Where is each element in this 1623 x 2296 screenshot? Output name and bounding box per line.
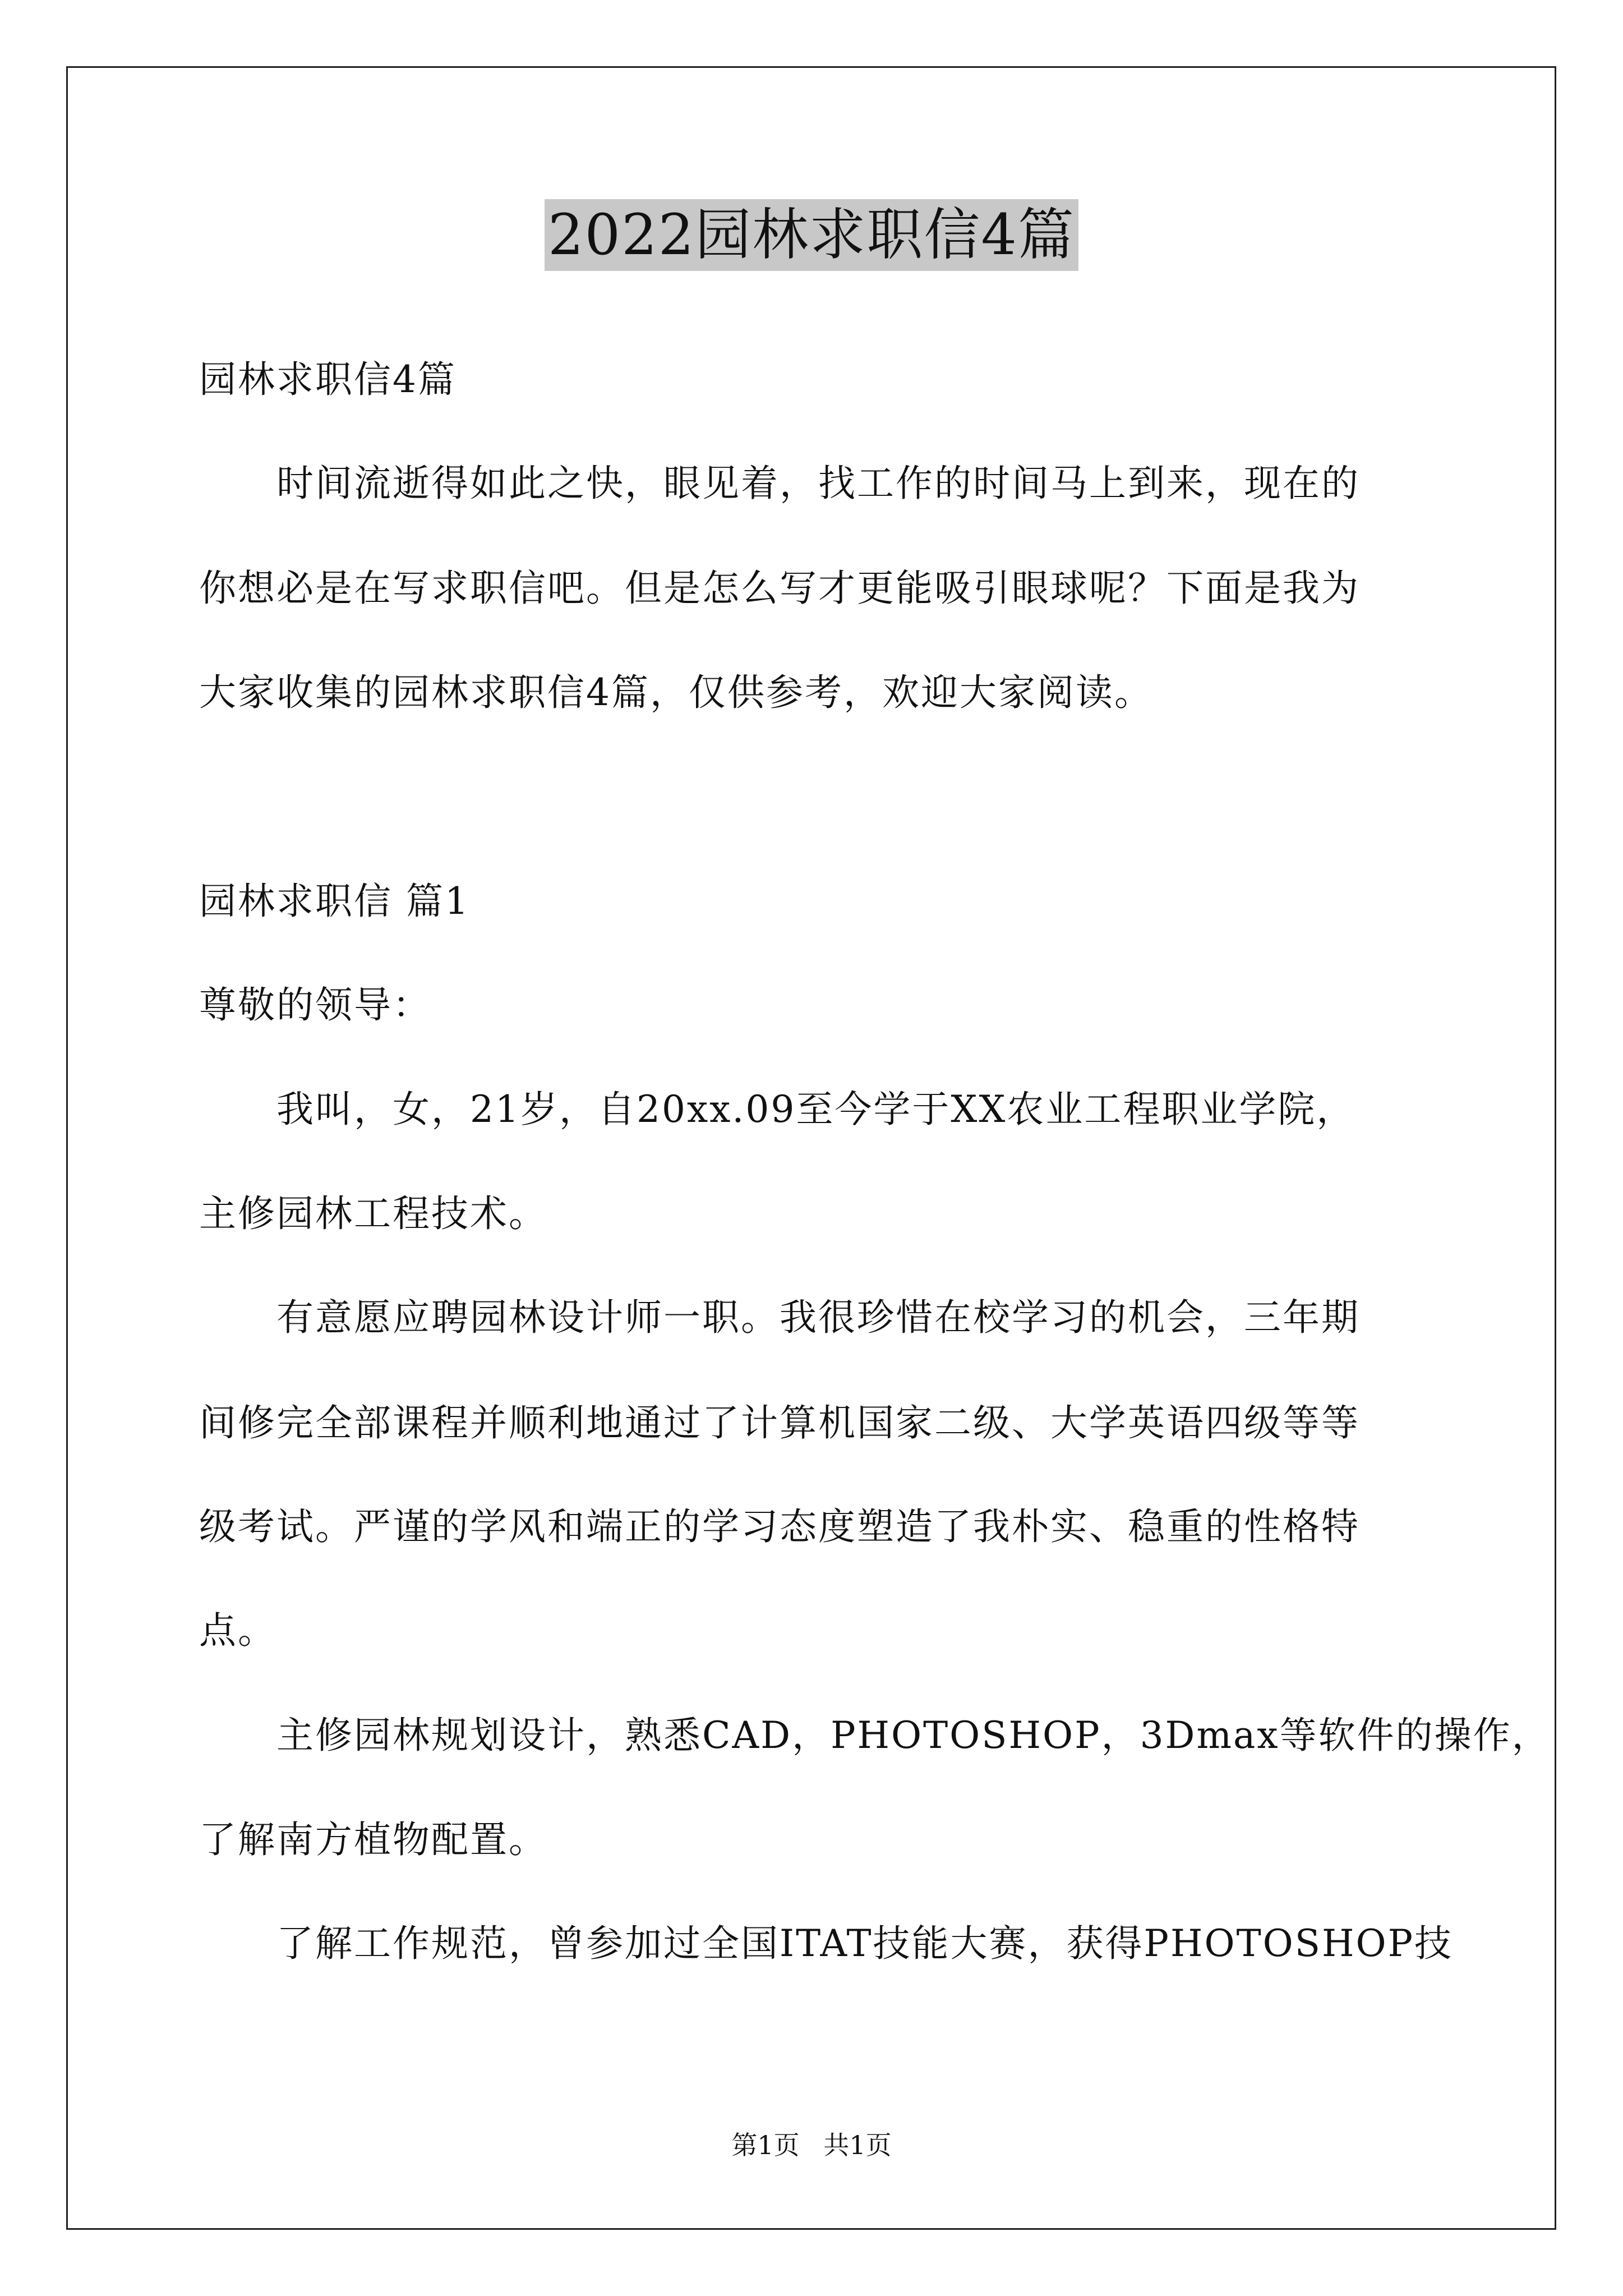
paragraph-line: 点。 (199, 1609, 276, 1652)
salutation: 尊敬的领导： (199, 983, 431, 1027)
paragraph-line: 了解南方植物配置。 (199, 1818, 547, 1861)
paragraph-line: 你想必是在写求职信吧。但是怎么写才更能吸引眼球呢？下面是我为 (199, 567, 1360, 610)
paragraph-line: 主修园林规划设计，熟悉CAD，PHOTOSHOP，3Dmax等软件的操作， (199, 1714, 1551, 1757)
paragraph-line: 大家收集的园林求职信4篇，仅供参考，欢迎大家阅读。 (199, 671, 1153, 714)
title-container (0, 199, 1623, 271)
paragraph-line: 主修园林工程技术。 (199, 1192, 547, 1235)
paragraph-line: 时间流逝得如此之快，眼见着，找工作的时间马上到来，现在的 (199, 462, 1360, 505)
paragraph-line: 有意愿应聘园林设计师一职。我很珍惜在校学习的机会，三年期 (199, 1296, 1360, 1339)
page-number: 第1页 (731, 2130, 800, 2160)
document-title: 2022园林求职信4篇 (545, 199, 1078, 271)
doc-subtitle: 园林求职信4篇 (199, 358, 457, 401)
section-heading: 园林求职信 篇1 (199, 880, 470, 923)
page-total: 共1页 (823, 2130, 892, 2160)
page-footer (0, 2128, 1623, 2162)
paragraph-line: 我叫，女，21岁，自20xx.09至今学于XX农业工程职业学院， (199, 1088, 1355, 1131)
paragraph-line: 了解工作规范，曾参加过全国ITAT技能大赛，获得PHOTOSHOP技 (199, 1922, 1454, 1965)
paragraph-line: 级考试。严谨的学风和端正的学习态度塑造了我朴实、稳重的性格特 (199, 1505, 1360, 1548)
paragraph-line: 间修完全部课程并顺利地通过了计算机国家二级、大学英语四级等等 (199, 1401, 1360, 1444)
